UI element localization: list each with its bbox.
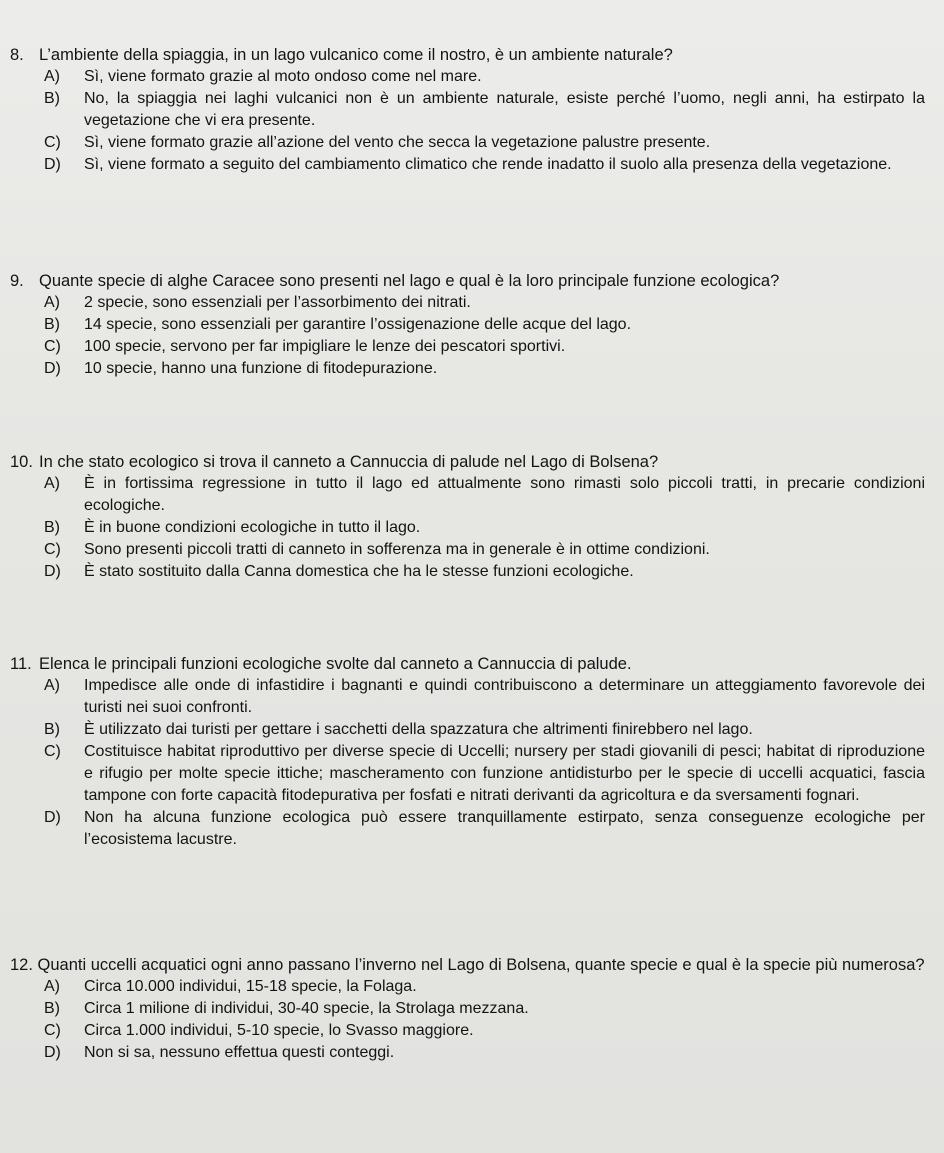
- options-list: [10, 976, 925, 1064]
- option-text: Circa 1.000 individui, 5-10 specie, lo Svasso maggiore.: [84, 1022, 474, 1039]
- option-a[interactable]: [10, 473, 925, 517]
- question-11: [10, 653, 925, 851]
- question-title: [10, 44, 925, 66]
- question-text: L’ambiente della spiaggia, in un lago vulcanico come il nostro, è un ambiente naturale?: [39, 46, 673, 64]
- question-number: 10.: [10, 453, 33, 471]
- question-number: 11.: [10, 655, 32, 673]
- option-c[interactable]: [10, 336, 925, 358]
- option-text: 2 specie, sono essenziali per l’assorbimento dei nitrati.: [84, 294, 471, 311]
- question-text: Quanti uccelli acquatici ogni anno passano l’inverno nel Lago di Bolsena, quante specie e qual è la specie più numerosa?: [37, 956, 925, 974]
- question-12: [10, 954, 925, 1064]
- question-10: [10, 451, 925, 583]
- option-a[interactable]: [10, 66, 925, 88]
- option-d[interactable]: [10, 154, 925, 176]
- option-letter: C): [44, 338, 61, 355]
- question-text: Elenca le principali funzioni ecologiche svolte dal canneto a Cannuccia di palude.: [39, 655, 632, 673]
- option-a[interactable]: [10, 675, 925, 719]
- options-list: [10, 292, 925, 380]
- question-8: [10, 44, 925, 176]
- options-list: [10, 66, 925, 176]
- option-d[interactable]: [10, 807, 925, 851]
- option-c[interactable]: [10, 539, 925, 561]
- option-text: È in buone condizioni ecologiche in tutto il lago.: [84, 519, 421, 536]
- option-letter: A): [44, 677, 60, 694]
- option-letter: C): [44, 134, 61, 151]
- option-letter: D): [44, 809, 61, 826]
- option-text: Costituisce habitat riproduttivo per diverse specie di Uccelli; nursery per stadi giovanili di pesci; habitat di riproduzione e rifugio per molte specie ittiche; mascheramento con funzione antidisturbo per le specie di uccelli acquatici, fascia tampone con forte capacità fitodepurativa per fosfati e nitrati derivanti da agricoltura e da sversamenti fognari.: [84, 743, 925, 804]
- option-letter: D): [44, 156, 61, 173]
- option-text: 100 specie, servono per far impigliare le lenze dei pescatori sportivi.: [84, 338, 566, 355]
- option-c[interactable]: [10, 132, 925, 154]
- option-text: È stato sostituito dalla Canna domestica che ha le stesse funzioni ecologiche.: [84, 563, 634, 580]
- option-letter: B): [44, 316, 60, 333]
- option-text: Sì, viene formato a seguito del cambiamento climatico che rende inadatto il suolo alla presenza della vegetazione.: [84, 156, 892, 173]
- question-title: [10, 270, 925, 292]
- option-letter: C): [44, 541, 61, 558]
- option-text: Sì, viene formato grazie all’azione del vento che secca la vegetazione palustre presente.: [84, 134, 711, 151]
- option-letter: D): [44, 1044, 61, 1061]
- option-text: 14 specie, sono essenziali per garantire l’ossigenazione delle acque del lago.: [84, 316, 632, 333]
- question-number: 12.: [10, 956, 38, 974]
- option-b[interactable]: [10, 88, 925, 132]
- option-a[interactable]: [10, 292, 925, 314]
- option-text: No, la spiaggia nei laghi vulcanici non è un ambiente naturale, esiste perché l’uomo, negli anni, ha estirpato la vegetazione che vi era presente.: [84, 90, 925, 129]
- option-letter: B): [44, 90, 60, 107]
- options-list: [10, 675, 925, 851]
- option-b[interactable]: [10, 998, 925, 1020]
- option-letter: D): [44, 360, 61, 377]
- option-letter: A): [44, 475, 60, 492]
- option-letter: C): [44, 1022, 61, 1039]
- option-text: 10 specie, hanno una funzione di fitodepurazione.: [84, 360, 438, 377]
- option-letter: B): [44, 721, 60, 738]
- question-title: [10, 451, 925, 473]
- option-letter: B): [44, 519, 60, 536]
- option-b[interactable]: [10, 517, 925, 539]
- option-letter: A): [44, 294, 60, 311]
- option-letter: B): [44, 1000, 60, 1017]
- option-text: Non si sa, nessuno effettua questi conteggi.: [84, 1044, 395, 1061]
- question-number: 9.: [10, 272, 24, 290]
- option-text: Impedisce alle onde di infastidire i bagnanti e quindi contribuiscono a determinare un atteggiamento favorevole dei turisti nei suoi confronti.: [84, 677, 925, 716]
- options-list: [10, 473, 925, 583]
- option-letter: A): [44, 68, 60, 85]
- question-title: [10, 954, 925, 976]
- option-c[interactable]: [10, 1020, 925, 1042]
- option-c[interactable]: [10, 741, 925, 807]
- option-letter: C): [44, 743, 61, 760]
- option-text: Sì, viene formato grazie al moto ondoso come nel mare.: [84, 68, 482, 85]
- option-a[interactable]: [10, 976, 925, 998]
- question-9: [10, 270, 925, 380]
- question-number: 8.: [10, 46, 24, 64]
- option-letter: D): [44, 563, 61, 580]
- question-text: Quante specie di alghe Caracee sono presenti nel lago e qual è la loro principale funzione ecologica?: [39, 272, 780, 290]
- question-title: [10, 653, 925, 675]
- option-text: Circa 1 milione di individui, 30-40 specie, la Strolaga mezzana.: [84, 1000, 529, 1017]
- option-text: Non ha alcuna funzione ecologica può essere tranquillamente estirpato, senza conseguenze ecologiche per l’ecosistema lacustre.: [84, 809, 925, 848]
- option-text: Circa 10.000 individui, 15-18 specie, la Folaga.: [84, 978, 417, 995]
- option-text: È utilizzato dai turisti per gettare i sacchetti della spazzatura che altrimenti finirebbero nel lago.: [84, 721, 753, 738]
- option-text: Sono presenti piccoli tratti di canneto in sofferenza ma in generale è in ottime condizioni.: [84, 541, 710, 558]
- option-b[interactable]: [10, 719, 925, 741]
- option-d[interactable]: [10, 561, 925, 583]
- option-text: È in fortissima regressione in tutto il lago ed attualmente sono rimasti solo piccoli tratti, in precarie condizioni ecologiche.: [84, 475, 925, 514]
- option-d[interactable]: [10, 1042, 925, 1064]
- option-letter: A): [44, 978, 60, 995]
- option-b[interactable]: [10, 314, 925, 336]
- option-d[interactable]: [10, 358, 925, 380]
- question-text: In che stato ecologico si trova il canneto a Cannuccia di palude nel Lago di Bolsena?: [39, 453, 659, 471]
